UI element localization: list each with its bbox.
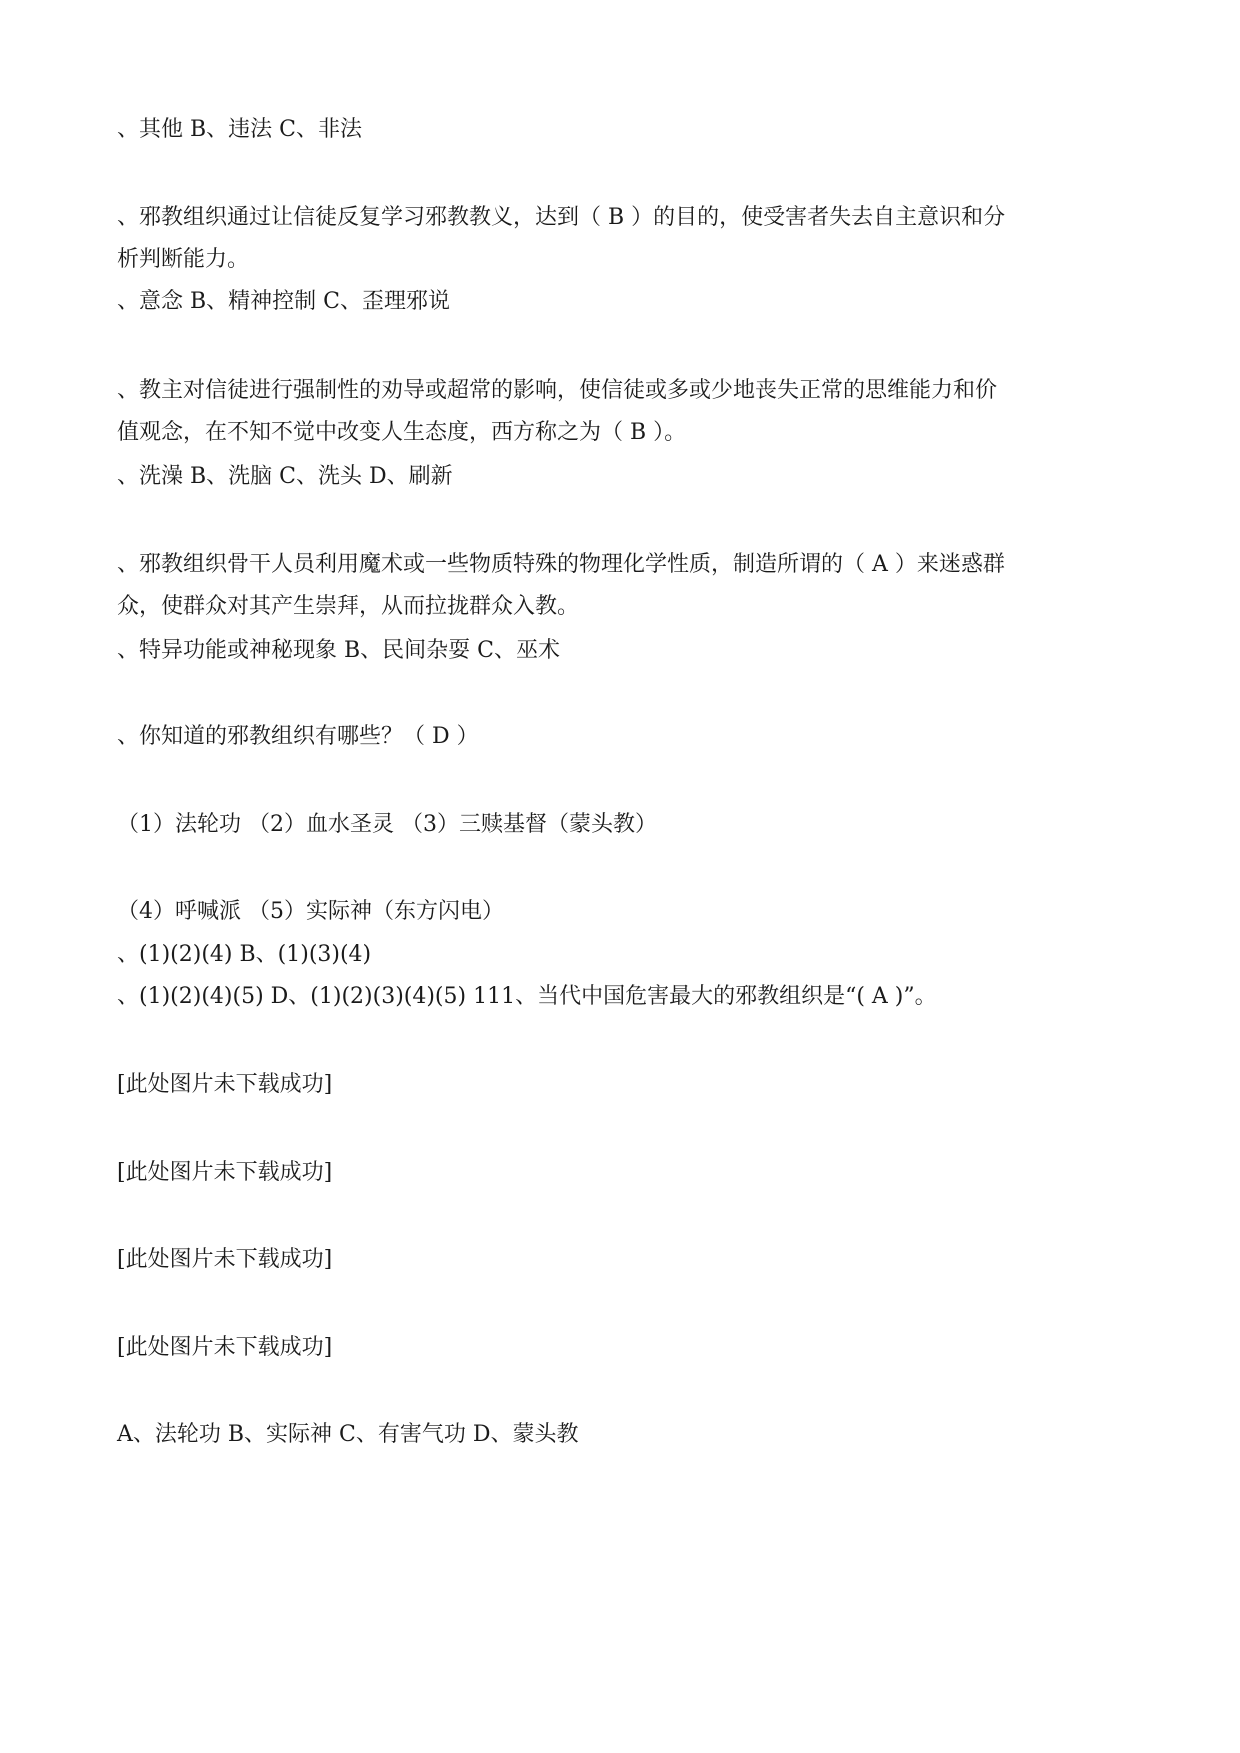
answer-options-line: 、洗澡 B、洗脑 C、洗头 D、刷新 xyxy=(117,464,453,489)
answer-options-line: 、特异功能或神秘现象 B、民间杂耍 C、巫术 xyxy=(117,638,560,663)
answer-options-line: 、(1)(2)(4) B、(1)(3)(4) xyxy=(117,942,372,967)
image-placeholder: [此处图片未下载成功] xyxy=(117,1072,333,1097)
image-placeholder: [此处图片未下载成功] xyxy=(117,1335,333,1360)
question-text-line: 析判断能力。 xyxy=(117,247,250,272)
question-text-line: 值观念，在不知不觉中改变人生态度，西方称之为（ B ）。 xyxy=(117,420,687,445)
question-text-line: 、邪教组织骨干人员利用魔术或一些物质特殊的物理化学性质，制造所谓的（ A ）来迷惑群 xyxy=(117,552,1005,577)
image-placeholder: [此处图片未下载成功] xyxy=(117,1160,333,1185)
answer-options-line: A、法轮功 B、实际神 C、有害气功 D、蒙头教 xyxy=(117,1422,579,1447)
list-item-line: （1）法轮功 （2）血水圣灵 （3）三赎基督（蒙头教） xyxy=(117,812,657,837)
question-text-line: 、教主对信徒进行强制性的劝导或超常的影响，使信徒或多或少地丧失正常的思维能力和价 xyxy=(117,378,998,403)
answer-options-line: 、意念 B、精神控制 C、歪理邪说 xyxy=(117,289,450,314)
question-text-line: 、邪教组织通过让信徒反复学习邪教教义，达到（ B ）的目的，使受害者失去自主意识和分 xyxy=(117,205,1006,230)
question-text-line: 众，使群众对其产生崇拜，从而拉拢群众入教。 xyxy=(117,594,580,619)
answer-options-line: 、其他 B、违法 C、非法 xyxy=(117,117,362,142)
list-item-line: （4）呼喊派 （5）实际神（东方闪电） xyxy=(117,899,504,924)
question-text-line: 、你知道的邪教组织有哪些？（ D ） xyxy=(117,724,479,749)
answer-options-line: 、(1)(2)(4)(5) D、(1)(2)(3)(4)(5) 111、当代中国危害最大的邪教组织是“( A )”。 xyxy=(117,984,937,1009)
image-placeholder: [此处图片未下载成功] xyxy=(117,1247,333,1272)
